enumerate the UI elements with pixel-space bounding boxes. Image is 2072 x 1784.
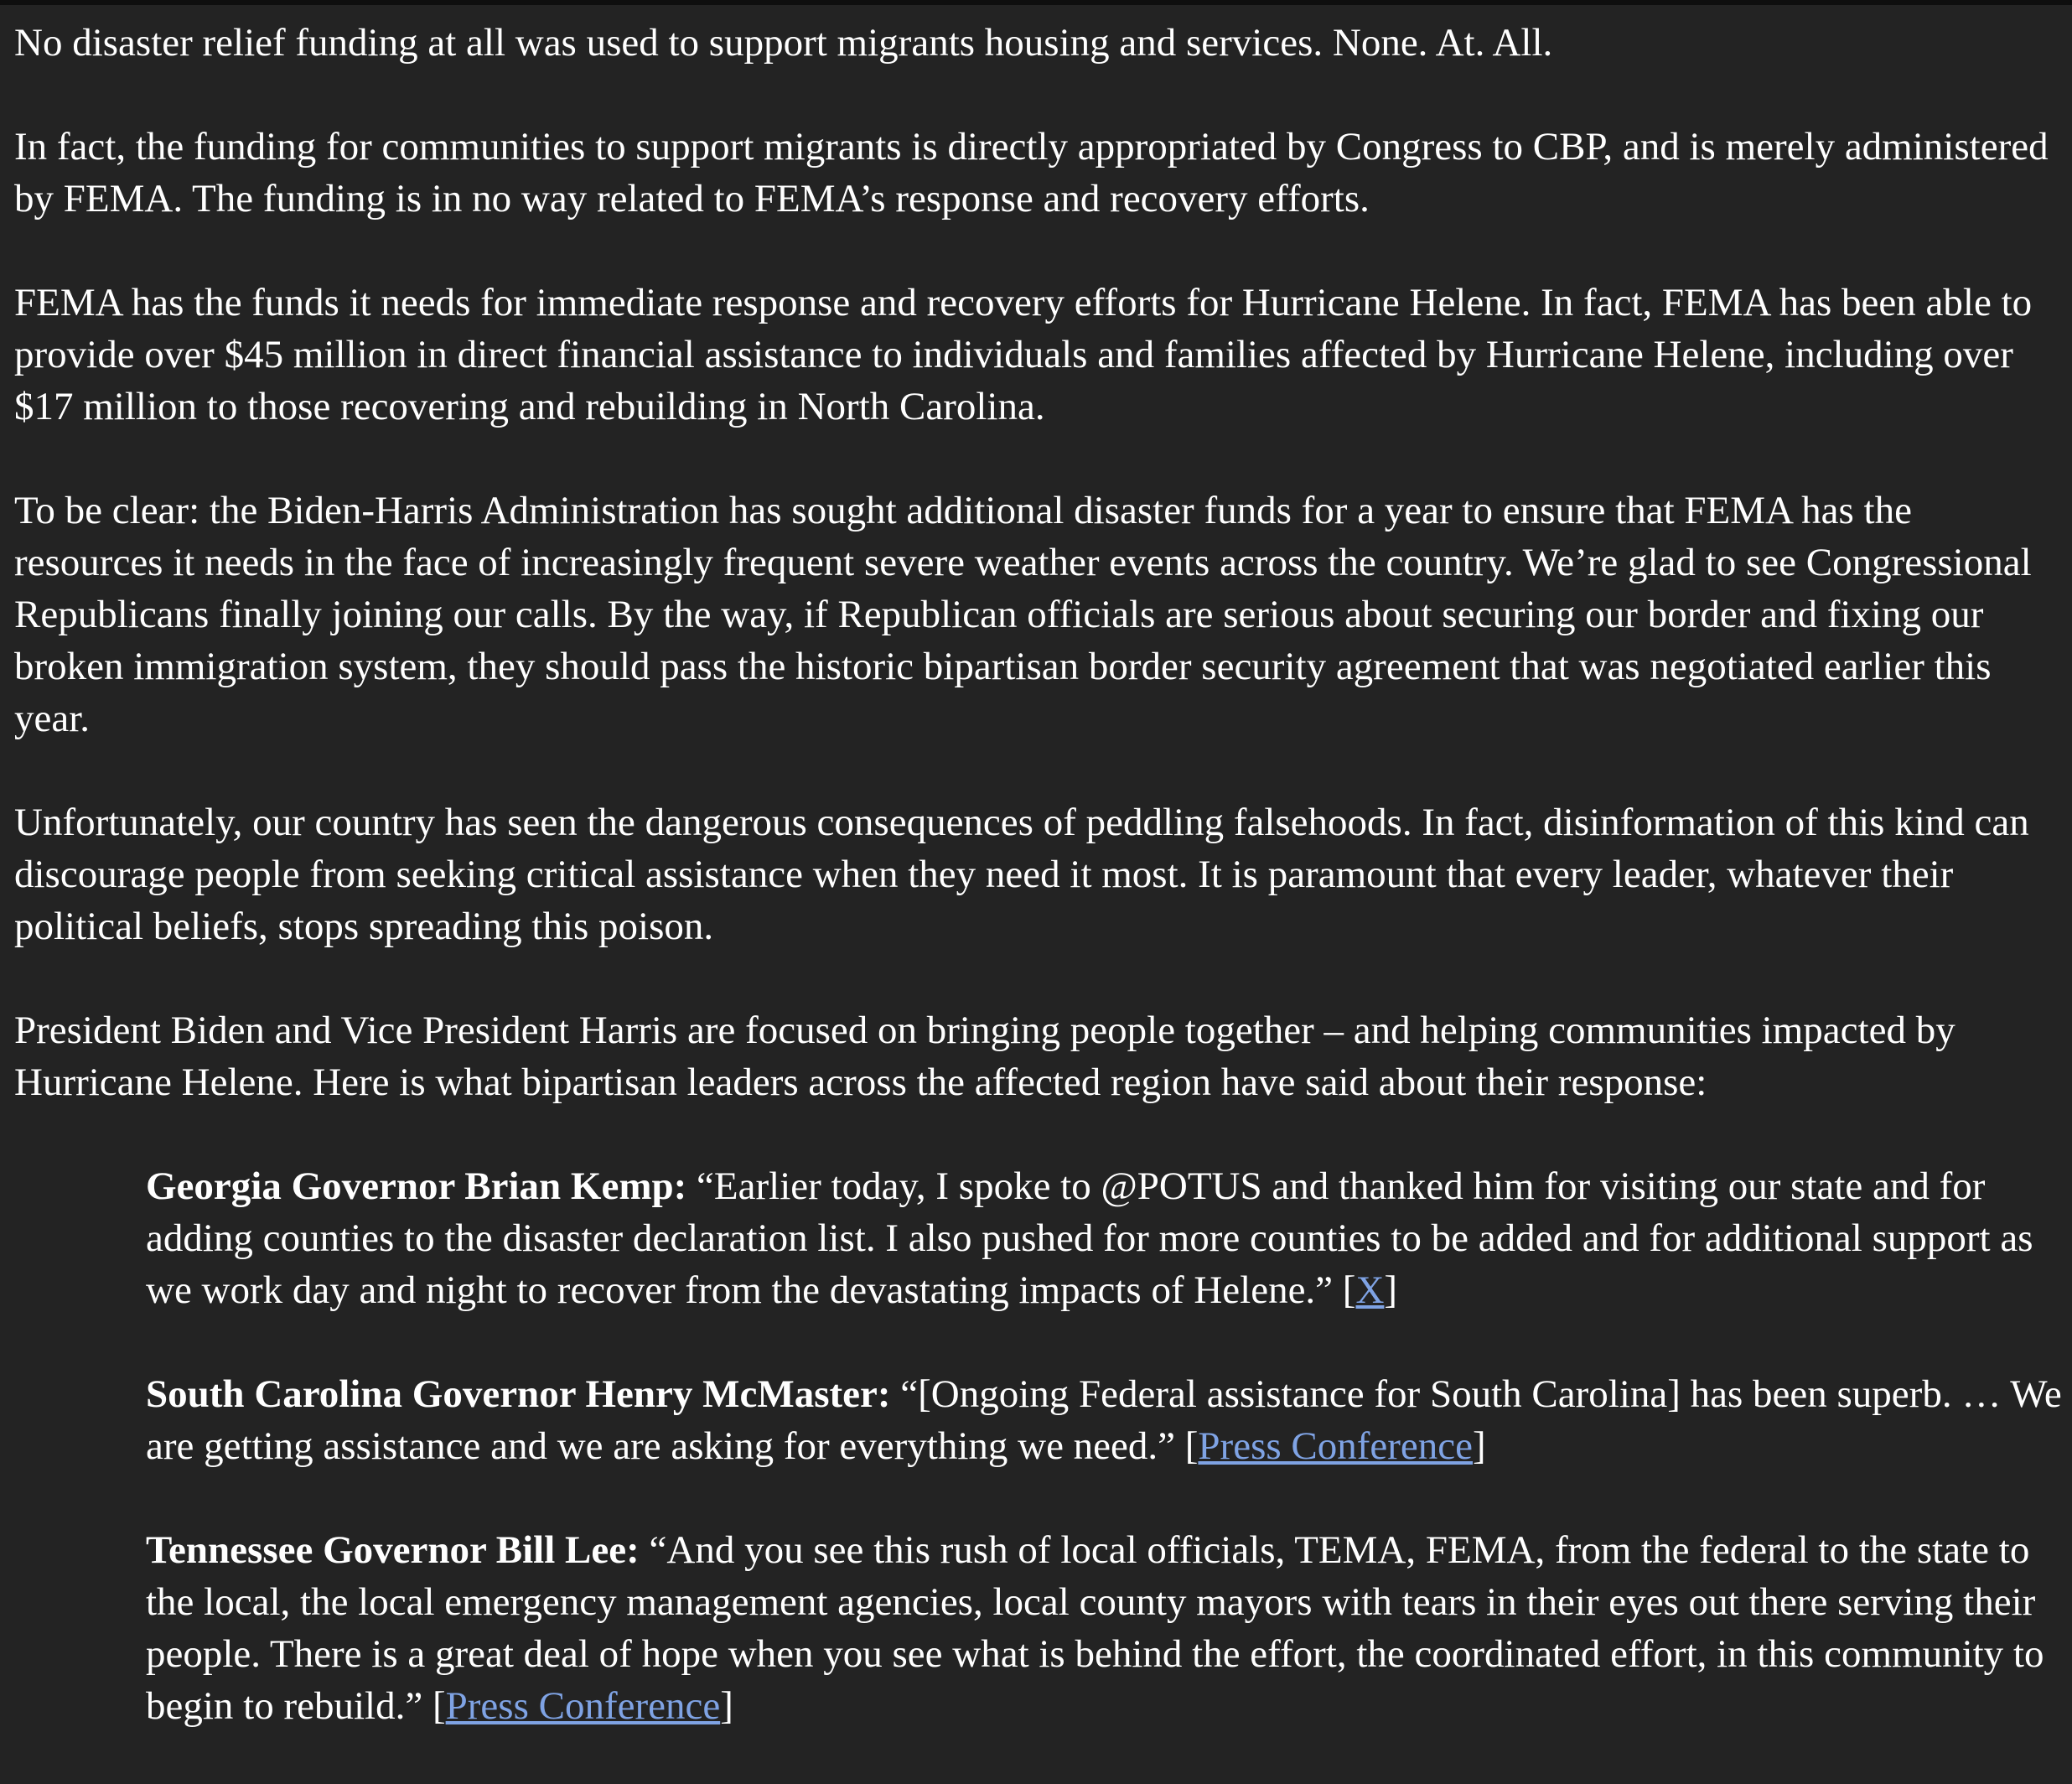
paragraph-disinformation: Unfortunately, our country has seen the dangerous consequences of peddling falsehoods. In fact, disinformation of this kind can discourage people from seeking critical assistance when they need it most. It is paramount that every leader, whatever their political beliefs, stops spreading this poison. [14,801,2029,948]
statement-document [14,17,2069,1784]
quote-text: “Earlier today, I spoke to @POTUS and thanked him for visiting our state and for adding counties to the disaster declaration list. I also pushed for more counties to be added and for additional support as we work day and night to recover from the devastating impacts of Helene.” [146,1164,2033,1312]
quote-lee: Tennessee Governor Bill Lee: “And you see this rush of local officials, TEMA, FEMA, from the federal to the state to the local, the local emergency management agencies, local county mayors with tears in their eyes out there serving their people. There is a great deal of hope when you see what is behind the effort, the coordinated effort, in this community to begin to rebuild.” [Press Conference] [146,1528,2044,1728]
paragraph-no-migrant-funding: No disaster relief funding at all was used to support migrants housing and services. None. At. All. [14,21,1553,65]
paragraph-to-be-clear: To be clear: the Biden-Harris Administration has sought additional disaster funds for a year to ensure that FEMA has the resources it needs in the face of increasingly frequent severe weather events across the country. We’re glad to see Congressional Republicans finally joining our calls. By the way, if Republican officials are serious about securing our border and fixing our broken immigration system, they should pass the historic bipartisan border security agreement that was negotiated earlier this year. [14,489,2032,740]
quote-speaker: Tennessee Governor Bill Lee: [146,1528,640,1572]
quote-speaker: Georgia Governor Brian Kemp: [146,1164,687,1208]
source-link-x[interactable]: X [1355,1268,1385,1312]
top-border [0,0,2072,5]
source-link-press-conference[interactable]: Press Conference [1198,1424,1473,1468]
paragraph-fema-funds: FEMA has the funds it needs for immediate response and recovery efforts for Hurricane Helene. In fact, FEMA has been able to provide over $45 million in direct financial assistance to individuals and families affected by Hurricane Helene, including over $17 million to those recovering and rebuilding in North Carolina. [14,281,2033,428]
quote-speaker: South Carolina Governor Henry McMaster: [146,1372,891,1416]
quote-text: “[Ongoing Federal assistance for South Carolina] has been superb. … We are getting assistance and we are asking for everything we need.” [146,1372,2062,1468]
quote-mcmaster: South Carolina Governor Henry McMaster: “[Ongoing Federal assistance for South Carolina] has been superb. … We are getting assistance and we are asking for everything we need.” [Press Conference] [146,1372,2062,1468]
source-link-press-conference[interactable]: Press Conference [445,1684,721,1728]
quote-kemp: Georgia Governor Brian Kemp: “Earlier today, I spoke to @POTUS and thanked him for visiting our state and for adding counties to the disaster declaration list. I also pushed for more counties to be added and for additional support as we work day and night to recover from the devastating impacts of Helene.” [X] [146,1164,2033,1312]
paragraph-cbp-appropriation: In fact, the funding for communities to support migrants is directly appropriated by Congress to CBP, and is merely administered by FEMA. The funding is in no way related to FEMA’s response and recovery efforts. [14,125,2049,220]
paragraph-bipartisan-leaders: President Biden and Vice President Harris are focused on bringing people together – and helping communities impacted by Hurricane Helene. Here is what bipartisan leaders across the affected region have said about their response: [14,1009,1955,1104]
quote-text: “And you see this rush of local officials, TEMA, FEMA, from the federal to the state to the local, the local emergency management agencies, local county mayors with tears in their eyes out there serving their people. There is a great deal of hope when you see what is behind the effort, the coordinated effort, in this community to begin to rebuild.” [146,1528,2044,1728]
